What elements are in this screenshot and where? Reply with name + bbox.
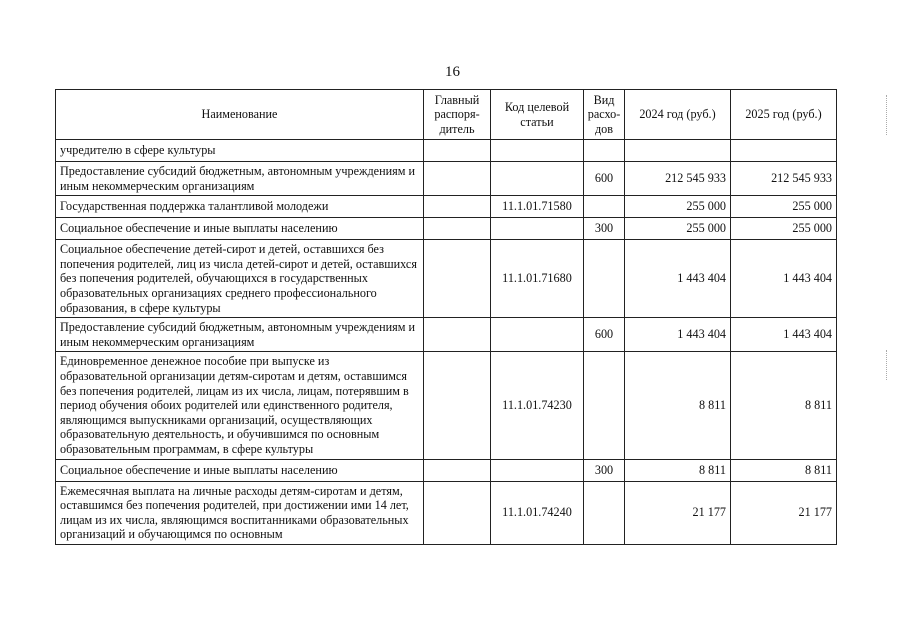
scan-margin-mark xyxy=(886,350,887,380)
table-header-row xyxy=(56,90,837,140)
header-target-code: Код целевой статьи xyxy=(491,90,584,140)
row-name: Социальное обеспечение детей-сирот и детей, оставшихся без попечения родителей, лиц из числа детей-сирот и детей, оставшихся без попечения родителей, обучающихся в государственных образовательных организациях среднего профессионального образования, в сфере культуры xyxy=(56,240,424,318)
row-name: Государственная поддержка талантливой молодежи xyxy=(56,196,424,218)
row-expense-type: 600 xyxy=(584,318,625,352)
table-row xyxy=(56,318,837,352)
table-row xyxy=(56,240,837,318)
row-amount-2024: 1 443 404 xyxy=(625,240,731,318)
row-target-code: 11.1.01.74240 xyxy=(491,481,584,544)
row-main-manager xyxy=(424,459,491,481)
header-main-manager: Главный распоря-дитель xyxy=(424,90,491,140)
row-expense-type: 300 xyxy=(584,459,625,481)
row-target-code: 11.1.01.74230 xyxy=(491,352,584,459)
row-main-manager xyxy=(424,162,491,196)
table-row xyxy=(56,218,837,240)
row-expense-type xyxy=(584,481,625,544)
row-amount-2025: 1 443 404 xyxy=(731,318,837,352)
row-main-manager xyxy=(424,240,491,318)
row-target-code xyxy=(491,318,584,352)
row-main-manager xyxy=(424,218,491,240)
row-amount-2025: 212 545 933 xyxy=(731,162,837,196)
row-amount-2025 xyxy=(731,140,837,162)
budget-table xyxy=(55,89,837,545)
row-amount-2025: 255 000 xyxy=(731,218,837,240)
row-name: Ежемесячная выплата на личные расходы детям-сиротам и детям, оставшимся без попечения родителей, при достижении ими 14 лет, лицам из их числа, являющимся воспитанниками образовательных организаций и обучающимся по основным xyxy=(56,481,424,544)
row-amount-2024: 8 811 xyxy=(625,459,731,481)
row-expense-type xyxy=(584,352,625,459)
row-main-manager xyxy=(424,481,491,544)
table-row xyxy=(56,140,837,162)
table-row xyxy=(56,196,837,218)
header-year-2024: 2024 год (руб.) xyxy=(625,90,731,140)
row-target-code xyxy=(491,162,584,196)
row-name: учредителю в сфере культуры xyxy=(56,140,424,162)
row-name: Предоставление субсидий бюджетным, автономным учреждениям и иным некоммерческим организациям xyxy=(56,162,424,196)
row-amount-2024: 212 545 933 xyxy=(625,162,731,196)
row-expense-type: 600 xyxy=(584,162,625,196)
row-amount-2025: 1 443 404 xyxy=(731,240,837,318)
row-expense-type xyxy=(584,196,625,218)
row-name: Единовременное денежное пособие при выпуске из образовательной организации детям-сиротам и детям, оставшимся без попечения родителей, лицам из их числа, лицам, потерявшим в период обучения обоих родителей или единственного родителя, являющимся выпускниками организаций, осуществляющих образовательную деятельность, и обучившимся по основным образовательным программам, в сфере культуры xyxy=(56,352,424,459)
header-expense-type: Вид расхо-дов xyxy=(584,90,625,140)
row-target-code xyxy=(491,140,584,162)
scan-margin-mark xyxy=(886,95,887,135)
row-amount-2024 xyxy=(625,140,731,162)
row-main-manager xyxy=(424,318,491,352)
row-amount-2024: 21 177 xyxy=(625,481,731,544)
row-main-manager xyxy=(424,196,491,218)
header-year-2025: 2025 год (руб.) xyxy=(731,90,837,140)
row-amount-2024: 255 000 xyxy=(625,196,731,218)
row-name: Предоставление субсидий бюджетным, автономным учреждениям и иным некоммерческим организациям xyxy=(56,318,424,352)
row-amount-2024: 255 000 xyxy=(625,218,731,240)
row-target-code xyxy=(491,459,584,481)
row-amount-2025: 21 177 xyxy=(731,481,837,544)
row-expense-type xyxy=(584,240,625,318)
row-name: Социальное обеспечение и иные выплаты населению xyxy=(56,218,424,240)
row-amount-2025: 8 811 xyxy=(731,352,837,459)
row-main-manager xyxy=(424,140,491,162)
table-row xyxy=(56,481,837,544)
row-expense-type xyxy=(584,140,625,162)
row-target-code: 11.1.01.71580 xyxy=(491,196,584,218)
row-amount-2025: 8 811 xyxy=(731,459,837,481)
row-main-manager xyxy=(424,352,491,459)
row-amount-2024: 1 443 404 xyxy=(625,318,731,352)
table-row xyxy=(56,459,837,481)
row-expense-type: 300 xyxy=(584,218,625,240)
row-target-code xyxy=(491,218,584,240)
page-number: 16 xyxy=(445,64,460,80)
row-amount-2024: 8 811 xyxy=(625,352,731,459)
table-row xyxy=(56,162,837,196)
row-name: Социальное обеспечение и иные выплаты населению xyxy=(56,459,424,481)
table-row xyxy=(56,352,837,459)
header-name: Наименование xyxy=(56,90,424,140)
row-amount-2025: 255 000 xyxy=(731,196,837,218)
row-target-code: 11.1.01.71680 xyxy=(491,240,584,318)
